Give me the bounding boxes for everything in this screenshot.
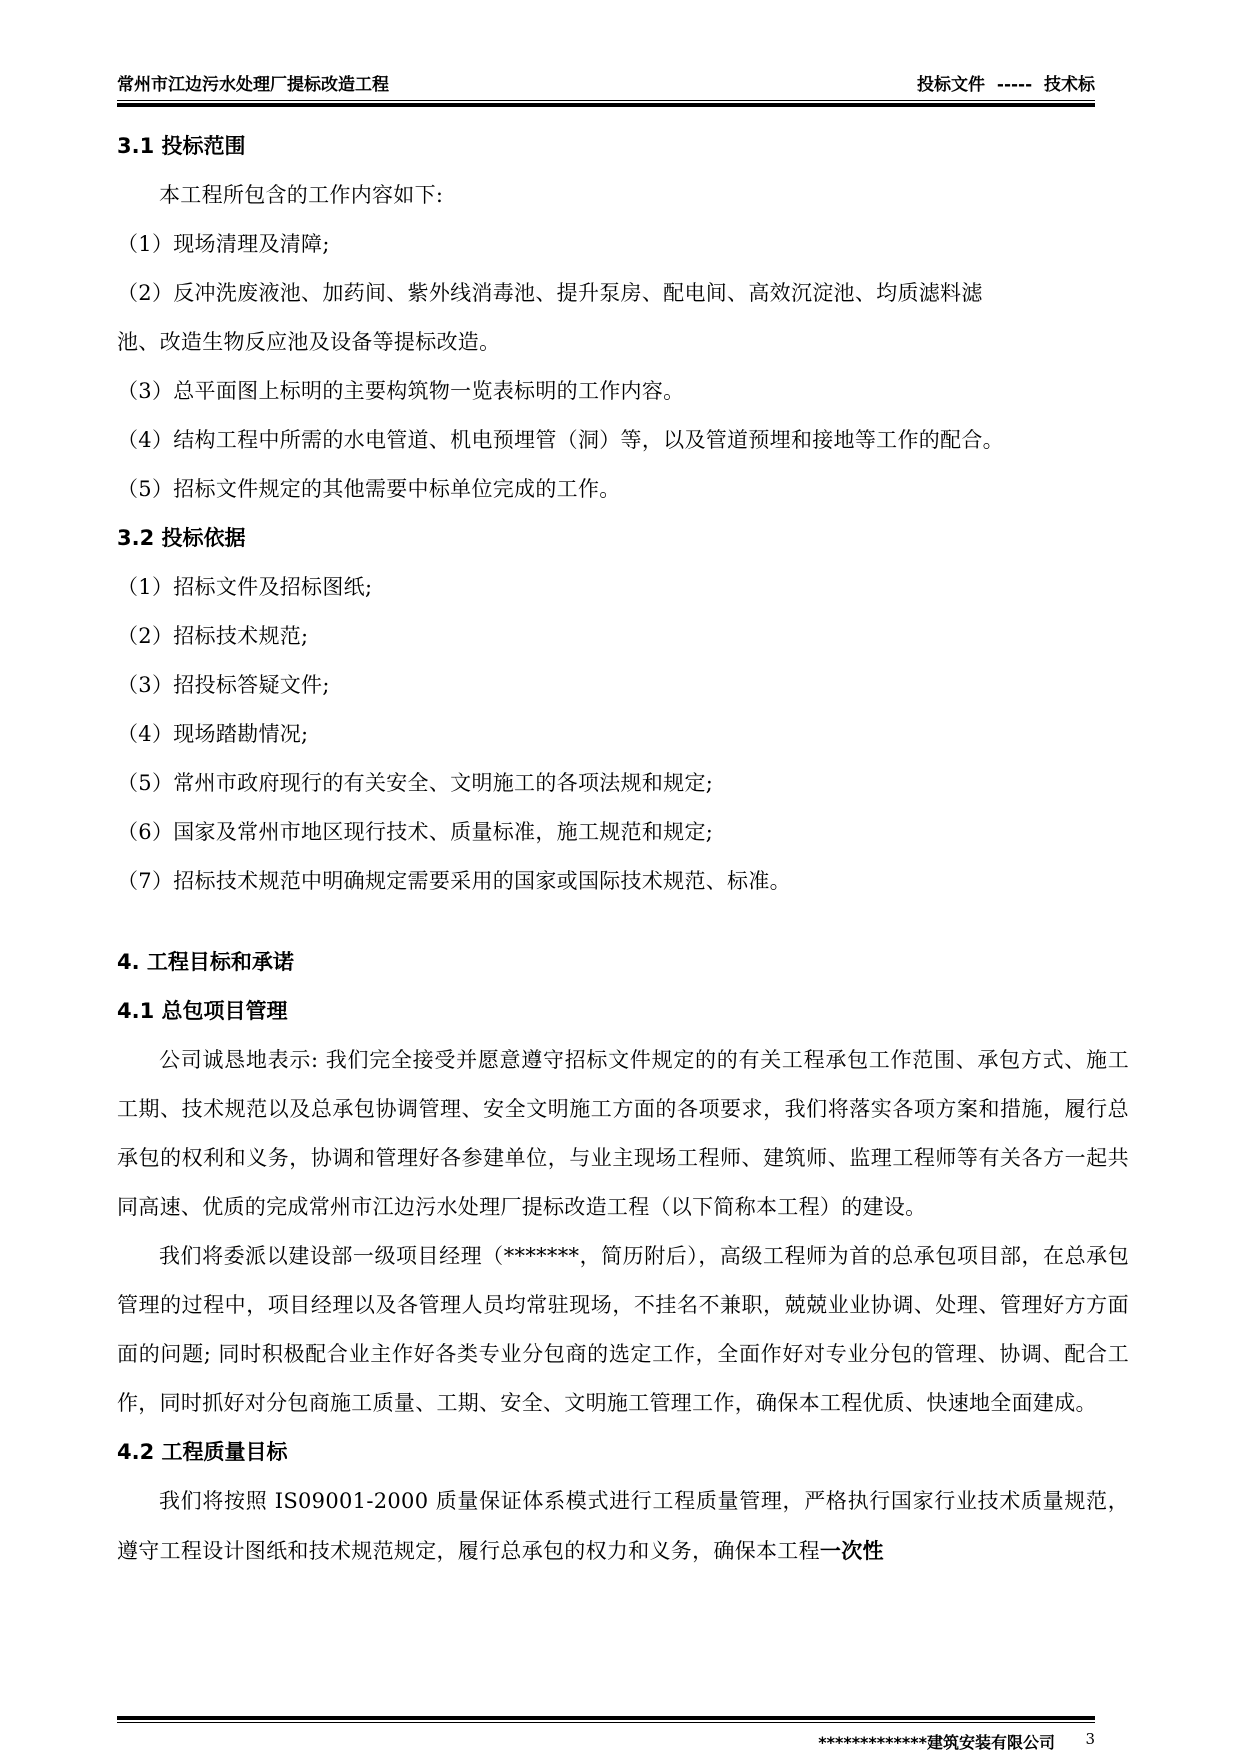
list-item: （4）结构工程中所需的水电管道、机电预埋管（洞）等，以及管道预埋和接地等工作的配合。 [117, 428, 1004, 452]
page-footer [117, 1730, 1095, 1752]
section-4-2-text: 我们将按照 IS09001-2000 质量保证体系模式进行工程质量管理，严格执行国家行业技术质量规范，遵守工程设计图纸和技术规范规定，履行总承包的权力和义务，确保本工程 [117, 1489, 1129, 1563]
section-4-title: 4. 工程目标和承诺 [117, 950, 294, 974]
section-4-1-paragraph-1: 公司诚恳地表示: 我们完全接受并愿意遵守招标文件规定的的有关工程承包工作范围、承包方式、施工工期、技术规范以及总承包协调管理、安全文明施工方面的各项要求，我们将落实各项方案和措施，履行总承包的权利和义务，协调和管理好各参建单位，与业主现场工程师、建筑师、监理工程师等有关各方一起共同高速、优质的完成常州市江边污水处理厂提标改造工程（以下简称本工程）的建设。 [117, 1048, 1129, 1219]
list-item: （1）现场清理及清障; [117, 232, 330, 256]
section-4-1-title: 4.1 总包项目管理 [117, 999, 288, 1023]
page-content [117, 122, 1129, 1576]
footer-rule-thick [117, 1716, 1095, 1720]
list-item: （2）反冲洗废液池、加药间、紫外线消毒池、提升泵房、配电间、高效沉淀池、均质滤料滤 [117, 281, 983, 305]
section-4-2-paragraph [117, 1477, 1129, 1576]
list-item: （3）总平面图上标明的主要构筑物一览表标明的工作内容。 [117, 379, 685, 403]
section-3-1-intro: 本工程所包含的工作内容如下: [159, 183, 444, 207]
list-item: （2）招标技术规范; [117, 624, 309, 648]
list-item: （5）常州市政府现行的有关安全、文明施工的各项法规和规定; [117, 771, 714, 795]
list-item: （4）现场踏勘情况; [117, 722, 309, 746]
list-item: （1）招标文件及招标图纸; [117, 575, 373, 599]
list-item: （7）招标技术规范中明确规定需要采用的国家或国际技术规范、标准。 [117, 869, 791, 893]
list-item: （5）招标文件规定的其他需要中标单位完成的工作。 [117, 477, 621, 501]
section-4-2-title: 4.2 工程质量目标 [117, 1440, 288, 1464]
header-rule-thick [117, 103, 1095, 107]
list-item: 池、改造生物反应池及设备等提标改造。 [117, 330, 501, 354]
section-3-1-title: 3.1 投标范围 [117, 134, 246, 158]
list-item: （3）招投标答疑文件; [117, 673, 330, 697]
section-4-1-paragraph-2: 我们将委派以建设部一级项目经理（*******，简历附后），高级工程师为首的总承包项目部，在总承包管理的过程中，项目经理以及各管理人员均常驻现场，不挂名不兼职，兢兢业业协调、处理、管理好方方面面的问题; 同时积极配合业主作好各类专业分包商的选定工作，全面作好对专业分包的管理、协调、配合工作，同时抓好对分包商施工质量、工期、安全、文明施工管理工作，确保本工程优质、快速地全面建成。 [117, 1244, 1129, 1415]
section-4-2-emphasis: 一次性 [819, 1538, 884, 1563]
header-doc-type: 投标文件 ----- 技术标 [917, 75, 1095, 95]
list-item: （6）国家及常州市地区现行技术、质量标准，施工规范和规定; [117, 820, 714, 844]
section-3-2-title: 3.2 投标依据 [117, 526, 246, 550]
page-number: 3 [1085, 1730, 1095, 1748]
footer-company-name: *************建筑安装有限公司 [818, 1733, 1055, 1752]
section-gap [117, 906, 1129, 938]
footer-rule-thin [117, 1722, 1095, 1723]
page-header [117, 70, 1095, 100]
header-rule-thin [117, 100, 1095, 101]
header-project-title: 常州市江边污水处理厂提标改造工程 [117, 75, 389, 95]
